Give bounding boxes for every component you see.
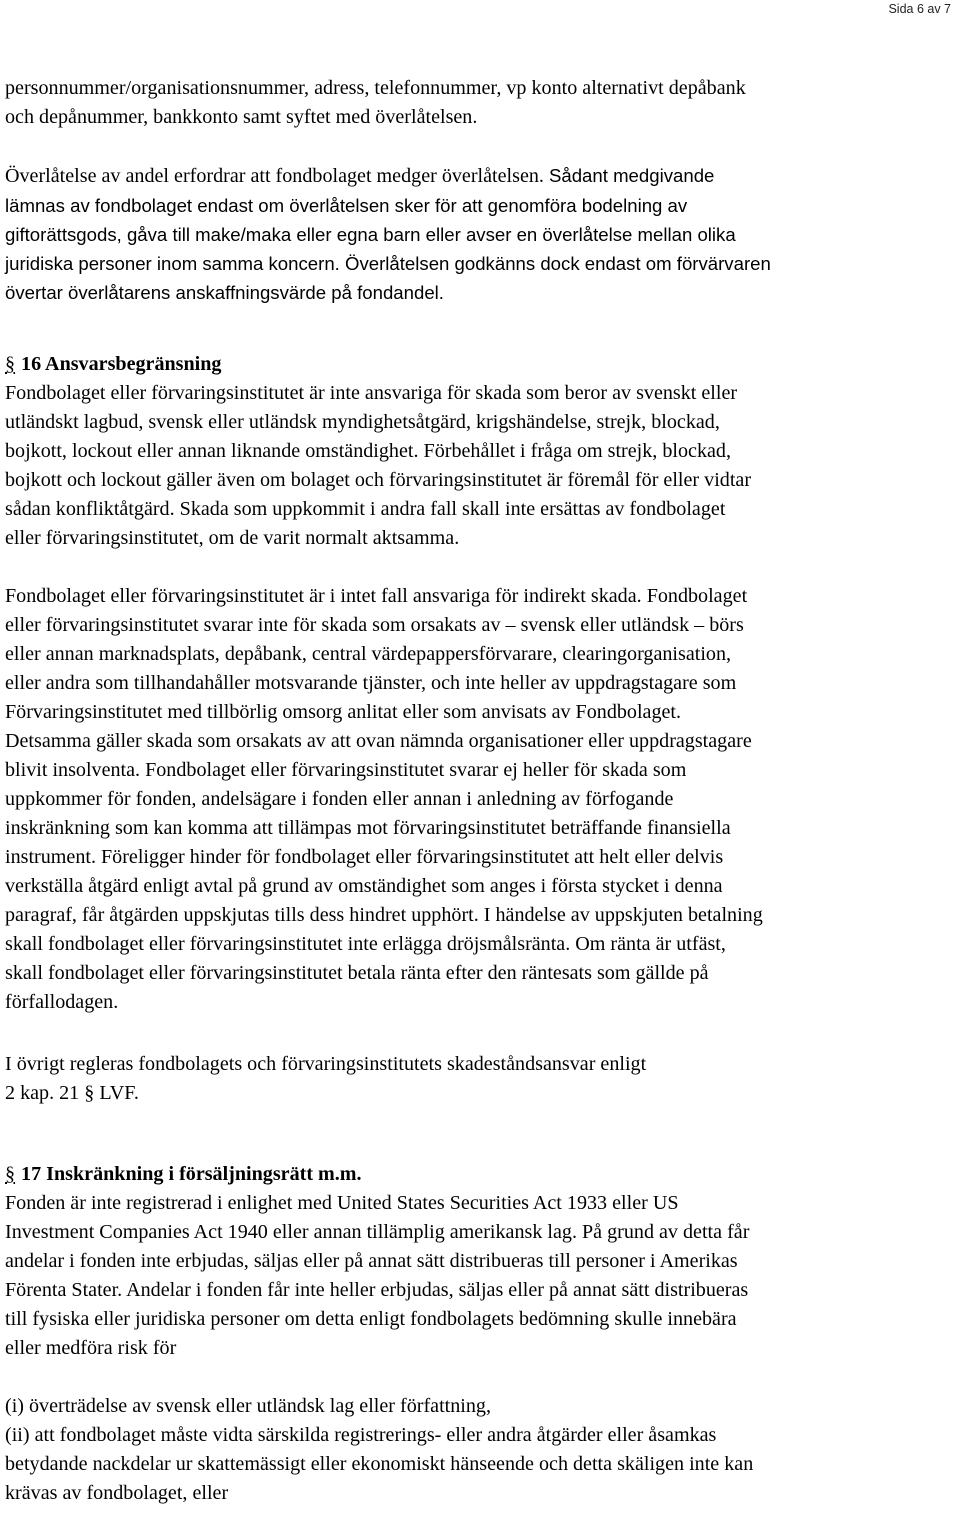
text-line: krävas av fondbolaget, eller bbox=[5, 1482, 229, 1504]
text-line: och depånummer, bankkonto samt syftet med överlåtelsen. bbox=[5, 106, 478, 128]
text-line: 2 kap. 21 § LVF. bbox=[5, 1082, 139, 1104]
section-heading-16 bbox=[5, 350, 958, 379]
text-segment-sans: Sådant medgivande bbox=[548, 165, 715, 186]
text-line: inskränkning som kan komma att tillämpas mot förvaringsinstitutet beträffande finansiella bbox=[5, 817, 731, 839]
text-line: verkställa åtgärd enligt avtal på grund av omständighet som anges i första stycket i denna bbox=[5, 875, 723, 897]
text-line: Detsamma gäller skada som orsakats av att ovan nämnda organisationer eller uppdragstagare bbox=[5, 730, 752, 752]
text-line: juridiska personer inom samma koncern. Överlåtelsen godkänns dock endast om förvärvaren bbox=[5, 253, 771, 274]
text-line: instrument. Föreligger hinder för fondbolaget eller förvaringsinstitutet att helt eller delvis bbox=[5, 846, 724, 868]
text-line: skall fondbolaget eller förvaringsinstitutet inte erlägga dröjsmålsränta. Om ränta är utfäst, bbox=[5, 933, 726, 955]
text-line: utländskt lagbud, svensk eller utländsk myndighetsåtgärd, krigshändelse, strejk, blockad, bbox=[5, 411, 720, 433]
text-line: eller medföra risk för bbox=[5, 1337, 177, 1359]
text-line: Fonden är inte registrerad i enlighet med United States Securities Act 1933 eller US bbox=[5, 1192, 679, 1214]
section-title: 17 Inskränkning i försäljningsrätt m.m. bbox=[21, 1163, 362, 1185]
text-line: paragraf, får åtgärden uppskjutas tills dess hindret upphört. I händelse av uppskjuten betalning bbox=[5, 904, 763, 926]
text-line: Förvaringsinstitutet med tillbörlig omsorg anlitat eller som anvisats av Fondbolaget. bbox=[5, 701, 682, 723]
text-line: förfallodagen. bbox=[5, 991, 119, 1013]
text-segment: Överlåtelse av andel erfordrar att fondbolaget medger överlåtelsen. bbox=[5, 165, 549, 187]
text-line: betydande nackdelar ur skattemässigt eller ekonomiskt hänseende och detta skäligen inte kan bbox=[5, 1453, 754, 1475]
text-line: Fondbolaget eller förvaringsinstitutet är i intet fall ansvariga för indirekt skada. Fondbolaget bbox=[5, 585, 748, 607]
text-line: övertar överlåtarens anskaffningsvärde på fondandel. bbox=[5, 282, 444, 303]
text-line: giftorättsgods, gåva till make/maka eller egna barn eller avser en överlåtelse mellan olika bbox=[5, 224, 736, 245]
text-line bbox=[5, 161, 958, 191]
paragraph-liability-2 bbox=[5, 582, 958, 1017]
text-line: bojkott och lockout gäller även om bolaget och förvaringsinstitutet är föremål för eller vidtar bbox=[5, 469, 752, 491]
section-title: 16 Ansvarsbegränsning bbox=[21, 353, 222, 375]
text-line: eller förvaringsinstitutet svarar inte för skada som orsakats av – svensk eller utländsk – börs bbox=[5, 614, 744, 636]
text-line: sådan konfliktåtgärd. Skada som uppkommit i andra fall skall inte ersättas av fondbolaget bbox=[5, 498, 726, 520]
text-line: Fondbolaget eller förvaringsinstitutet är inte ansvariga för skada som beror av svenskt eller bbox=[5, 382, 738, 404]
text-line: personnummer/organisationsnummer, adress, telefonnummer, vp konto alternativt depåbank bbox=[5, 77, 746, 99]
paragraph-intro bbox=[5, 74, 958, 132]
text-line: lämnas av fondbolaget endast om överlåtelsen sker för att genomföra bodelning av bbox=[5, 195, 688, 216]
text-line: skall fondbolaget eller förvaringsinstitutet betala ränta efter den räntesats som gällde på bbox=[5, 962, 709, 984]
text-line: eller annan marknadsplats, depåbank, central värdepappersförvarare, clearingorganisation, bbox=[5, 643, 732, 665]
text-line: andelar i fonden inte erbjudas, säljas eller på annat sätt distribueras till personer i Amerikas bbox=[5, 1250, 738, 1272]
text-line: I övrigt regleras fondbolagets och förvaringsinstitutets skadeståndsansvar enligt bbox=[5, 1053, 647, 1075]
section-heading-17 bbox=[5, 1160, 958, 1189]
document-body bbox=[5, 74, 958, 1508]
text-line: eller förvaringsinstitutet, om de varit normalt aktsamma. bbox=[5, 527, 460, 549]
text-line: blivit insolventa. Fondbolaget eller förvaringsinstitutet svarar ej heller för skada som bbox=[5, 759, 687, 781]
text-line: Investment Companies Act 1940 eller annan tillämplig amerikansk lag. På grund av detta får bbox=[5, 1221, 750, 1243]
paragraph-transfer bbox=[5, 161, 958, 307]
paragraph-symbol: § bbox=[5, 353, 16, 375]
paragraph-sales-restriction bbox=[5, 1189, 958, 1363]
paragraph-symbol: § bbox=[5, 1163, 16, 1185]
paragraph-liability-3 bbox=[5, 1050, 958, 1108]
text-line: Förenta Stater. Andelar i fonden får inte heller erbjudas, säljas eller på annat sätt distribueras bbox=[5, 1279, 749, 1301]
list-item: (i) överträdelse av svensk eller utländsk lag eller författning, bbox=[5, 1395, 491, 1417]
paragraph-liability-1 bbox=[5, 379, 958, 553]
paragraph-risk-list bbox=[5, 1392, 958, 1508]
text-line: uppkommer för fonden, andelsägare i fonden eller annan i anledning av förfogande bbox=[5, 788, 674, 810]
list-item: (ii) att fondbolaget måste vidta särskilda registrerings- eller andra åtgärder eller åsamkas bbox=[5, 1424, 717, 1446]
text-line: eller andra som tillhandahåller motsvarande tjänster, och inte heller av uppdragstagare som bbox=[5, 672, 737, 694]
text-line: bojkott, lockout eller annan liknande omständighet. Förbehållet i fråga om strejk, blockad, bbox=[5, 440, 731, 462]
page-number: Sida 6 av 7 bbox=[888, 2, 951, 16]
text-line: till fysiska eller juridiska personer om detta enligt fondbolagets bedömning skulle innebära bbox=[5, 1308, 737, 1330]
